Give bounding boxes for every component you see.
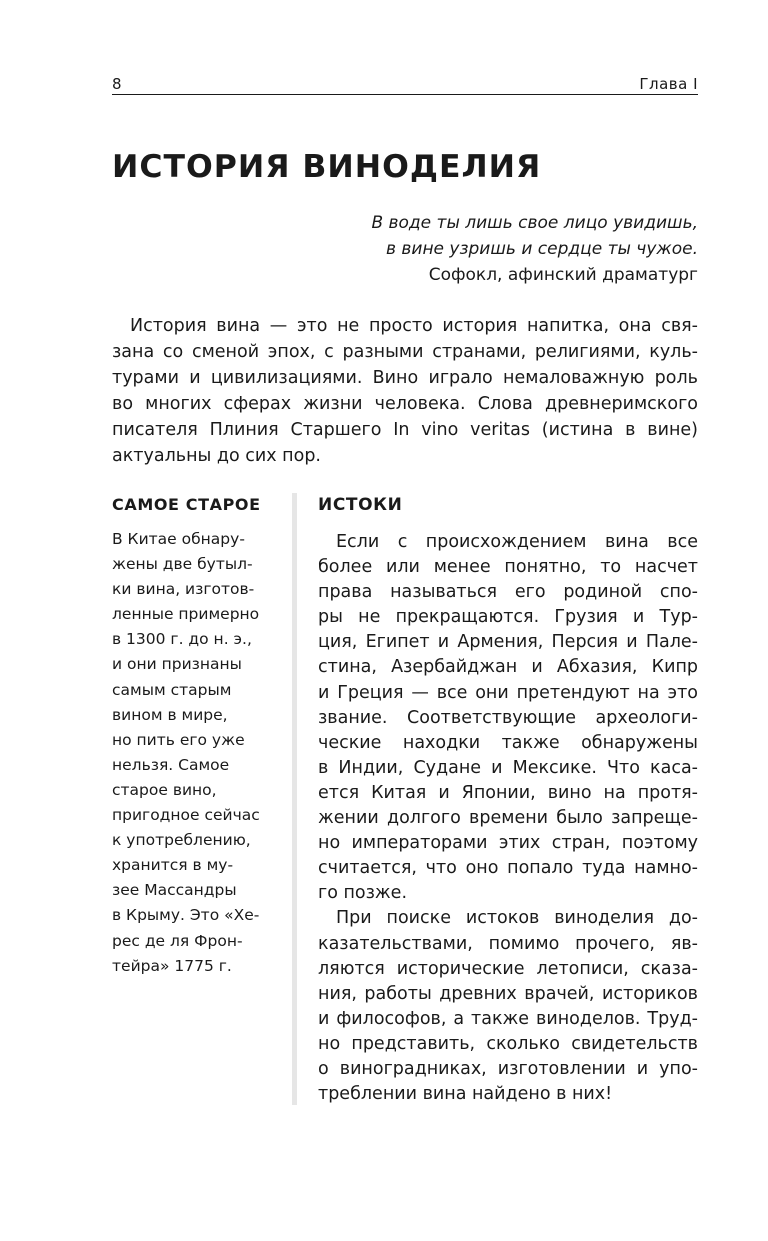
chapter-label: Глава I	[639, 75, 698, 93]
text-line: ленные примерно	[112, 605, 260, 624]
epigraph-line: в вине узришь и сердце ты чужое.	[385, 239, 698, 259]
text-line: звание. Соответствующие археологи-	[318, 707, 698, 728]
text-line: жении долгого времени было запреще-	[318, 808, 698, 829]
epigraph-author: Софокл, афинский драматург	[428, 265, 698, 285]
text-line: актуальны до сих пор.	[112, 446, 321, 466]
text-line: старое вино,	[112, 780, 217, 799]
text-line: При поиске истоков виноделия до-	[336, 908, 698, 929]
sidebar-note	[112, 493, 274, 979]
text-line: и Греция — все они претендуют на это	[318, 682, 698, 703]
text-line: нельзя. Самое	[112, 755, 230, 774]
text-line: стина, Азербайджан и Абхазия, Кипр	[318, 657, 698, 678]
text-line: и философов, а также виноделов. Труд-	[318, 1008, 698, 1029]
text-line: считается, что оно попало туда намно-	[318, 858, 698, 879]
paragraph-1	[318, 530, 698, 906]
text-line: го позже.	[318, 883, 408, 904]
text-line: в 1300 г. до н. э.,	[112, 630, 252, 649]
text-line: более или менее понятно, то насчет	[318, 557, 698, 578]
text-line: казательствами, помимо прочего, яв-	[318, 933, 698, 954]
text-line: самым старым	[112, 680, 232, 699]
text-line: тейра» 1775 г.	[112, 956, 232, 975]
text-line: вином в мире,	[112, 705, 228, 724]
main-section	[318, 492, 698, 1107]
running-header	[112, 74, 698, 95]
text-line: писателя Плиния Старшего In vino veritas (истина в вине)	[112, 420, 698, 440]
text-line: о виноградниках, изготовлении и упо-	[318, 1058, 698, 1079]
text-line: В Китае обнару-	[112, 530, 245, 548]
text-line: Если с происхождением вина все	[336, 532, 698, 552]
text-line: ки вина, изготов-	[112, 580, 255, 599]
text-line: во многих сферах жизни человека. Слова древнеримского	[112, 394, 698, 414]
column-divider	[292, 493, 297, 1105]
text-line: хранится в му-	[112, 856, 234, 875]
text-line: пригодное сейчас	[112, 806, 260, 825]
text-line: рес де ля Фрон-	[112, 931, 243, 950]
text-line: турами и цивилизациями. Вино играло немаловажную роль	[112, 368, 698, 388]
text-line: но пить его уже	[112, 730, 245, 749]
page-title: ИСТОРИЯ ВИНОДЕЛИЯ	[112, 149, 542, 185]
epigraph	[198, 210, 698, 288]
text-line: ческие находки также обнаружены	[318, 732, 698, 753]
text-line: в Крыму. Это «Хе-	[112, 906, 260, 925]
text-line: к употреблению,	[112, 831, 251, 850]
text-line: зее Массандры	[112, 881, 237, 900]
text-line: ется Китая и Японии, вино на протя-	[318, 782, 698, 803]
epigraph-line: В воде ты лишь свое лицо увидишь,	[371, 213, 698, 233]
text-line: ния, работы древних врачей, историков	[318, 983, 698, 1004]
text-line: ры не прекращаются. Грузия и Тур-	[318, 607, 698, 628]
text-line: История вина — это не просто история напитка, она свя-	[130, 316, 698, 336]
text-line: но представить, сколько свидетельств	[318, 1033, 698, 1054]
text-line: зана со сменой эпох, с разными странами, религиями, куль-	[112, 342, 698, 362]
text-line: и они признаны	[112, 655, 242, 674]
paragraph-2	[318, 906, 698, 1107]
text-line: треблении вина найдено в них!	[318, 1084, 613, 1105]
text-line: ляются исторические летописи, сказа-	[318, 958, 698, 979]
page-number: 8	[112, 75, 122, 93]
text-line: ция, Египет и Армения, Персия и Пале-	[318, 632, 698, 653]
text-line: права называться его родиной спо-	[318, 582, 698, 603]
sidebar-title: САМОЕ СТАРОЕ	[112, 495, 261, 514]
section-heading: ИСТОКИ	[318, 495, 403, 515]
sidebar-text	[112, 527, 274, 979]
text-line: в Индии, Судане и Мексике. Что каса-	[318, 757, 698, 778]
text-line: жены две бутыл-	[112, 555, 253, 574]
text-line: но императорами этих стран, поэтому	[318, 833, 698, 854]
intro-paragraph	[112, 313, 698, 469]
